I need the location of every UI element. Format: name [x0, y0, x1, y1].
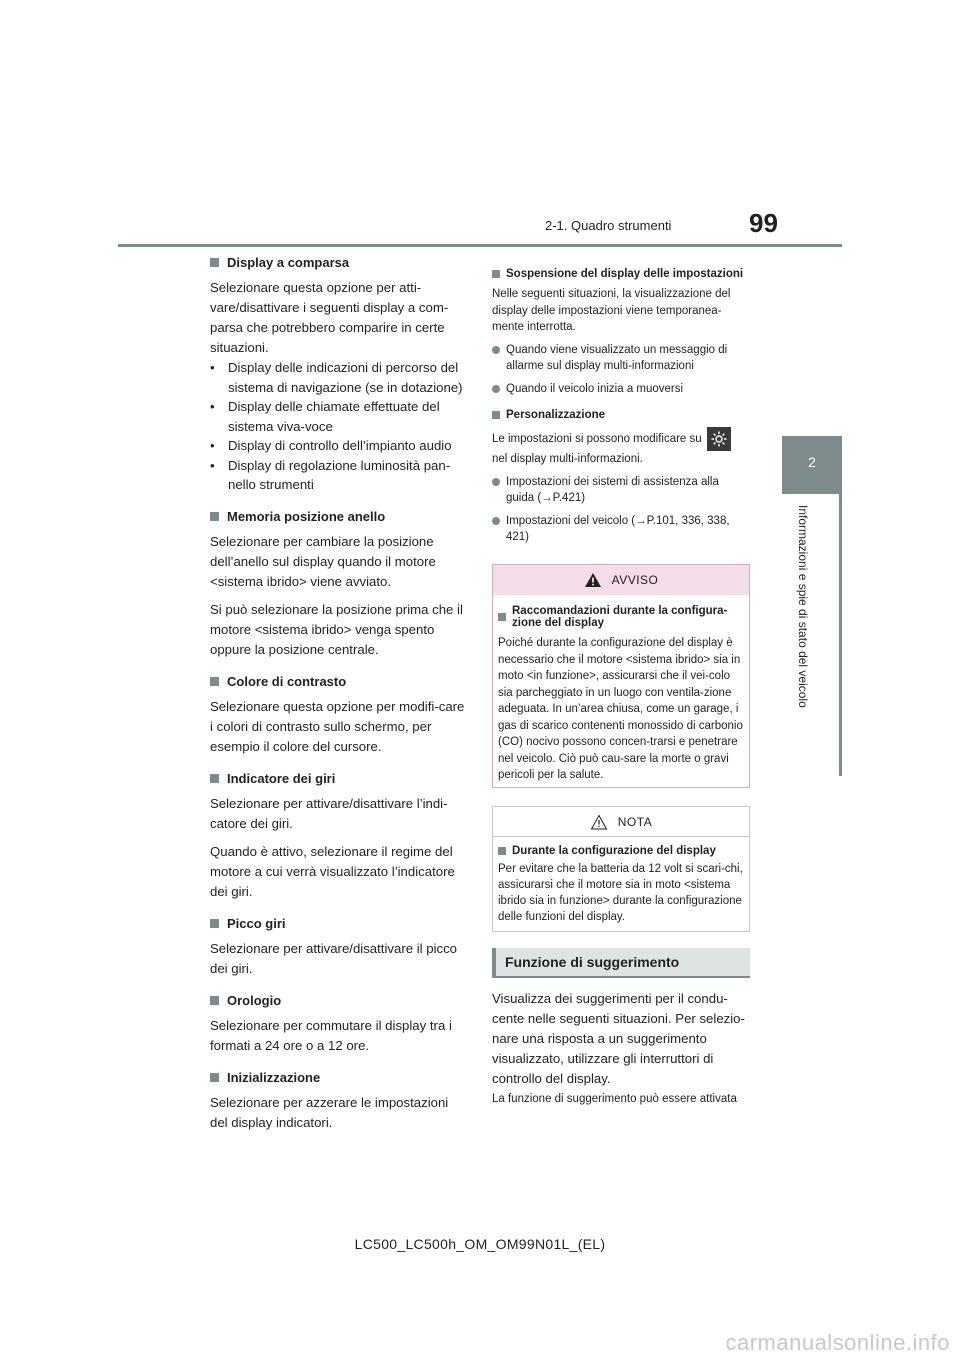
list-item — [492, 342, 750, 375]
list-item-text: Display delle indicazioni di percorso del sistema di navigazione (se in dotazione) — [228, 360, 463, 395]
square-bullet-icon — [210, 258, 219, 267]
section-body: Selezionare questa opzione per modifi-care i colori di contrasto sullo schermo, per esempio il colore del cursore. — [210, 698, 465, 754]
document-code: LC500_LC500h_OM_OM99N01L_(EL) — [354, 1236, 606, 1252]
square-bullet-icon — [210, 1073, 219, 1082]
suggestion-heading: Funzione di suggerimento — [492, 948, 750, 978]
body-text: nel display multi-informazioni. — [492, 453, 643, 465]
list-item-text: Quando viene visualizzato un messaggio di allarme sul display multi-informazioni — [506, 343, 728, 372]
square-bullet-icon — [492, 411, 500, 419]
heading-text: Memoria posizione anello — [227, 508, 386, 524]
list-item-text: Impostazioni del veicolo (→P.101, 336, 338, 421) — [506, 514, 730, 543]
note-heading — [498, 845, 744, 857]
right-column — [492, 268, 750, 552]
chapter-title-vertical — [796, 505, 810, 735]
header-rule — [118, 244, 842, 247]
warning-box — [492, 564, 750, 788]
section-body — [492, 427, 750, 468]
note-box — [492, 806, 750, 932]
heading-text: Sospensione del display delle impostazioni — [506, 268, 744, 280]
circle-list — [492, 342, 750, 398]
square-bullet-icon — [498, 613, 506, 621]
list-item — [492, 474, 750, 507]
heading-text: Inizializzazione — [227, 1069, 321, 1085]
list-item-text: Display di regolazione luminosità pan-nello strumenti — [228, 457, 451, 492]
square-bullet-icon — [210, 919, 219, 928]
section-body: Nelle seguenti situazioni, la visualizzazione del display delle impostazioni viene temporanea-mente interrotta. — [492, 288, 731, 333]
chapter-title: Informazioni e spie di stato del veicolo — [796, 505, 810, 708]
list-item — [210, 456, 465, 495]
section-heading — [210, 674, 465, 689]
watermark: carmanualsonline.info — [725, 1330, 950, 1355]
list-item — [210, 397, 465, 436]
caution-triangle-icon — [590, 814, 608, 830]
section-body: Selezionare per attivare/disattivare l’indi-catore dei giri. — [210, 795, 448, 831]
chapter-tab — [782, 436, 842, 494]
heading-text: Colore di contrasto — [227, 673, 347, 689]
heading-text: Picco giri — [227, 915, 286, 931]
note-label: NOTA — [617, 814, 653, 829]
dot-icon: • — [210, 399, 215, 414]
list-item — [492, 513, 750, 546]
chapter-number: 2 — [808, 454, 816, 470]
section-body: Selezionare per cambiare la posizione dell’anello sul display quando il motore <sistema ibrido> viene avviato. — [210, 533, 436, 589]
circle-bullet-icon — [492, 385, 500, 393]
heading-text: Personalizzazione — [506, 409, 606, 421]
heading-text: Display a comparsa — [227, 255, 350, 270]
warning-triangle-icon — [584, 572, 602, 588]
list-item-text: Display delle chiamate effettuate del sistema viva-voce — [228, 399, 440, 434]
section-heading — [210, 509, 465, 524]
section-heading — [210, 255, 465, 270]
heading-text: Durante la configurazione del display — [512, 845, 716, 857]
note-body: Per evitare che la batteria da 12 volt si scari-chi, assicurarsi che il motore sia in moto <sistema ibrido sia in funzione> durante la configurazione delle funzioni del display. — [498, 863, 743, 923]
warning-label: AVVISO — [611, 573, 659, 587]
list-item-text: Quando il veicolo inizia a muoversi — [506, 382, 684, 395]
section-body: Selezionare per attivare/disattivare il picco dei giri. — [210, 940, 458, 976]
note-header — [493, 807, 749, 837]
heading-text: Raccomandazioni durante la configura-zione del display — [512, 605, 728, 629]
circle-list — [492, 474, 750, 546]
section-body: Si può selezionare la posizione prima che il motore <sistema ibrido> venga spento oppure la posizione centrale. — [210, 601, 463, 657]
left-column — [210, 255, 465, 1133]
list-item — [210, 358, 465, 397]
warning-body: Poiché durante la configurazione del display è necessario che il motore <sistema ibrido> sia in moto <in funzione>, assicurarsi che il vei-colo sia parcheggiato in un luogo con ventila-zione adeguata. In un’area chiusa, come un garage, i gas di scarico contenenti monossido di carbonio (CO) nocivo possono concen-trarsi e penetrare nel veicolo. Ciò può cau-sare la morte o gravi pericoli per la salute. — [498, 637, 743, 781]
heading-text: Orologio — [227, 992, 282, 1008]
section-body: Selezionare questa opzione per atti-vare/disattivare i seguenti display a com-parsa che potrebbero comparire in certe situazioni. — [210, 280, 449, 355]
section-body: Selezionare per commutare il display tra i formati a 24 ore o a 12 ore. — [210, 1017, 452, 1053]
section-body: Quando è attivo, selezionare il regime del motore a cui verrà visualizzato l’indicatore dei giri. — [210, 843, 455, 899]
section-heading — [492, 409, 750, 421]
list-item — [492, 381, 750, 398]
gear-icon — [707, 427, 731, 451]
section-heading — [210, 771, 465, 786]
section-heading — [210, 993, 465, 1008]
circle-bullet-icon — [492, 346, 500, 354]
warning-header — [493, 565, 749, 595]
square-bullet-icon — [210, 996, 219, 1005]
list-item-text: Impostazioni dei sistemi di assistenza alla guida (→P.421) — [506, 475, 719, 504]
section-title: 2-1. Quadro strumenti — [545, 218, 672, 233]
square-bullet-icon — [498, 847, 506, 855]
square-bullet-icon — [492, 270, 500, 278]
suggestion-body: Visualizza dei suggerimenti per il condu-cente nelle seguenti situazioni. Per selezio-nare una risposta a un suggerimento visualizzato, utilizzare gli interruttori di controllo del display. — [492, 991, 745, 1086]
dot-icon: • — [210, 360, 215, 375]
section-body: Selezionare per azzerare le impostazioni del display indicatori. — [210, 1094, 449, 1130]
section-heading — [210, 916, 465, 931]
warning-heading — [498, 605, 744, 629]
page-number: 99 — [749, 208, 778, 238]
dot-icon: • — [210, 457, 215, 473]
circle-bullet-icon — [492, 517, 500, 525]
body-text: Le impostazioni si possono modificare su — [492, 433, 702, 446]
square-bullet-icon — [210, 774, 219, 783]
section-heading — [492, 268, 750, 280]
square-bullet-icon — [210, 677, 219, 686]
circle-bullet-icon — [492, 478, 500, 486]
heading-text: Indicatore dei giri — [227, 770, 336, 786]
bullet-list — [210, 358, 465, 495]
list-item-text: Display di controllo dell’impianto audio — [228, 438, 452, 453]
suggestion-small-text: La funzione di suggerimento può essere attivata — [492, 1093, 737, 1105]
list-item — [210, 436, 465, 456]
dot-icon: • — [210, 438, 215, 453]
section-heading — [210, 1070, 465, 1085]
chapter-strip — [839, 436, 842, 776]
square-bullet-icon — [210, 512, 219, 521]
